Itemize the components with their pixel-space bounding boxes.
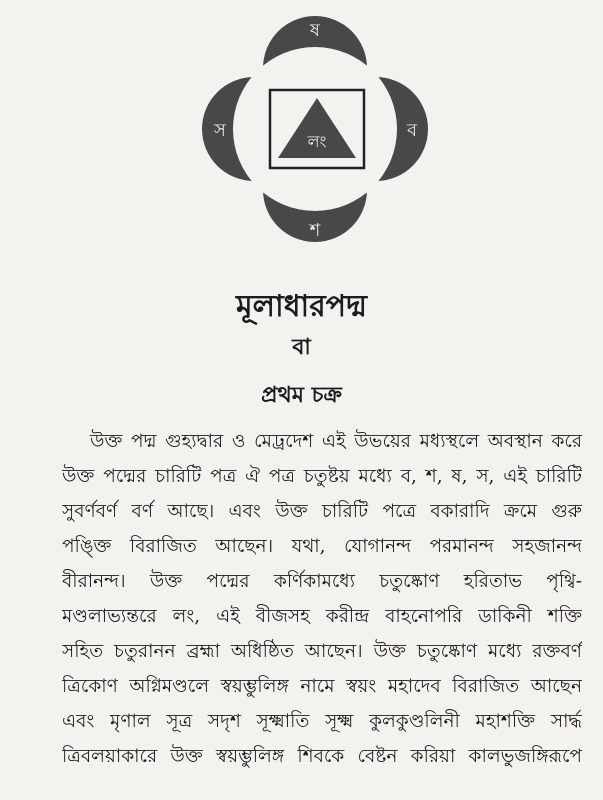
text-line: সুবর্ণবর্ণ বর্ণ আছে। এবং উক্ত চারিটি পত্রে বকারাদি ক্রমে গুরু [62,501,582,522]
text-line: মণ্ডলাভ্যন্তরে লং, এই বীজসহ করীন্দ্র বাহনোপরি ডাকিনী শক্তি [62,606,582,627]
text-line: এবং মৃণাল সূত্র সদৃশ সূক্ষ্মাতি সূক্ষ্ম কুলকুণ্ডলিনী মহাশক্তি সার্দ্ধ [62,711,582,732]
muladhara-lotus-diagram [200,10,430,245]
petal-letter-left: স [214,120,226,141]
text-line: উক্ত পদ্ম গুহ্যদ্বার ও মেঢ্রদেশ এই উভয়ের মধ্যস্থলে অবস্থান করে [90,431,582,452]
page-title: মূলাধারপদ্ম [235,289,367,324]
body-paragraph [62,424,582,774]
text-line: ত্রিবলয়াকারে উক্ত স্বয়ম্ভুলিঙ্গ শিবকে বেষ্টন করিয়া কালভুজঙ্গিরূপে [62,746,582,767]
text-line: উক্ত পদ্মের চারিটি পত্র ঐ পত্র চতুষ্টয় মধ্যে ব, শ, ষ, স, এই চারিটি [62,466,582,487]
title-conjunction: বা [292,334,311,360]
petal-letter-bottom: শ [309,220,321,241]
page-subtitle: প্রথম চক্র [261,382,342,408]
text-line: পঙ্ক্তি বিরাজিত আছেন। যথা, যোগানন্দ পরমানন্দ সহজানন্দ [62,536,582,557]
text-line: ত্রিকোণ অগ্নিমণ্ডলে স্বয়ম্ভুলিঙ্গ নামে স্বয়ং মহাদেব বিরাজিত আছেন [62,676,582,697]
text-line: বীরানন্দ। উক্ত পদ্মের কর্ণিকামধ্যে চতুষ্কোণ হরিতাভ পৃথ্বি- [62,571,582,592]
petal-letter-top: ষ [310,20,320,41]
seed-syllable: লং [307,132,327,151]
petal-letter-right: ব [406,120,418,141]
text-line: সহিত চতুরানন ব্রহ্মা অধিষ্ঠিত আছেন। উক্ত চতুষ্কোণ মধ্যে রক্তবর্ণ [62,641,582,662]
